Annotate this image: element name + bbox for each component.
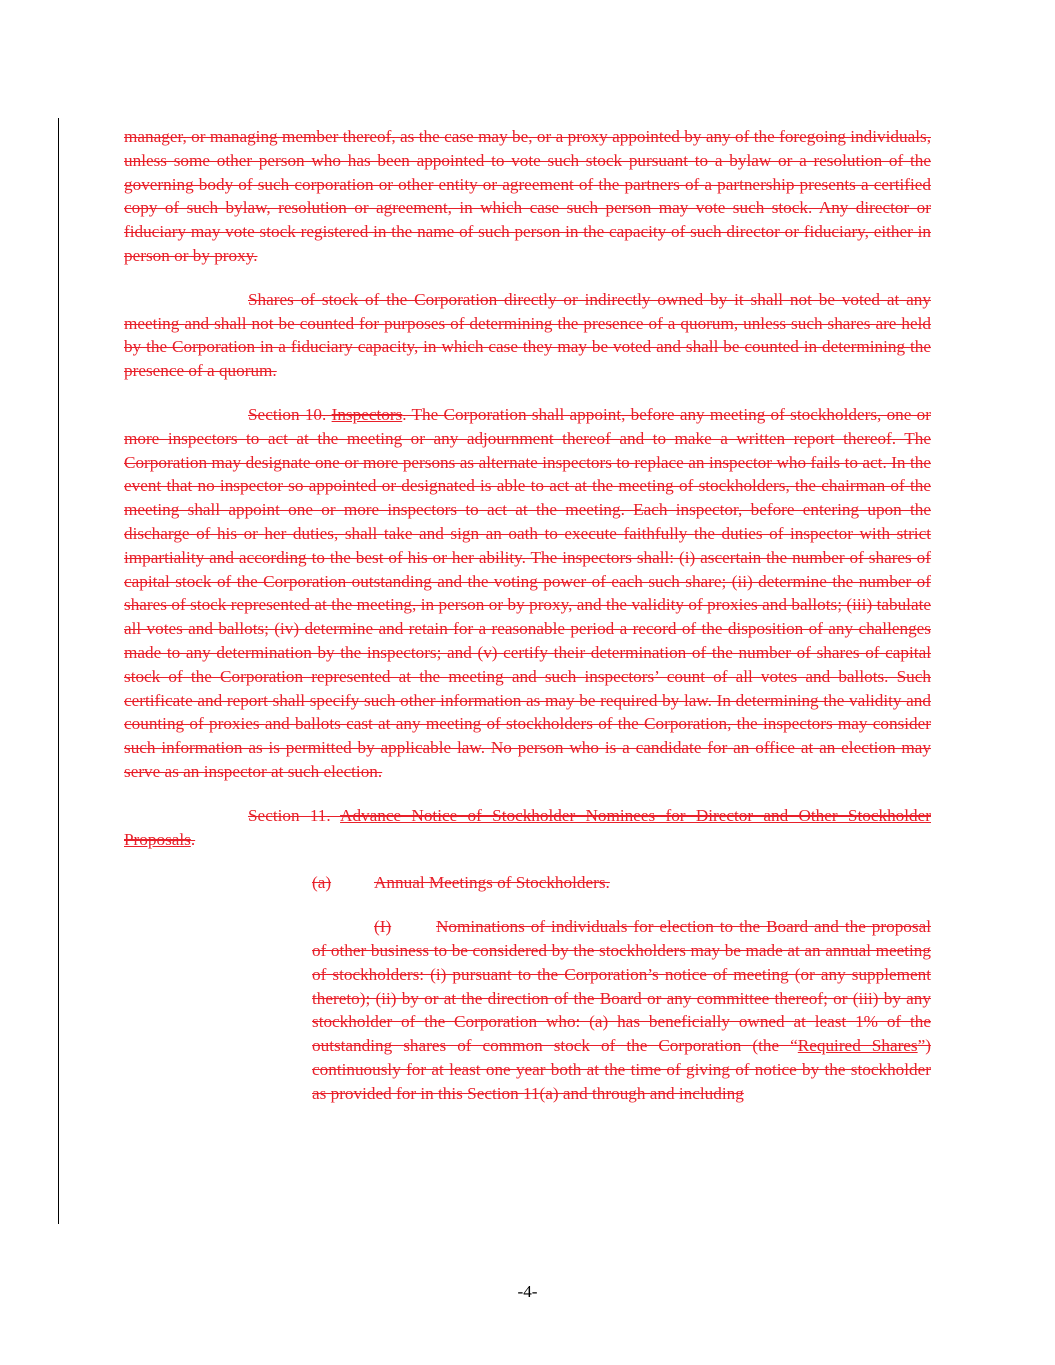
- subsection-a-title: Annual Meetings of Stockholders.: [374, 873, 610, 893]
- defined-term-required-shares: Required Shares: [797, 1036, 918, 1056]
- section-11-title: Advance Notice of Stockholder Nominees for Director and Other Stockholder Proposals: [124, 805, 931, 849]
- section-11-heading: [124, 804, 931, 852]
- subsection-i: [312, 915, 931, 1105]
- paragraph-proxy-voting: manager, or managing member thereof, as the case may be, or a proxy appointed by any of the foregoing individuals, unless some other person who has been appointed to vote such stock pursuant to a bylaw or a resolution of the governing body of such corporation or other entity or agreement of the partners of a partnership presents a certified copy of such bylaw, resolution or agreement, in which case such person may vote such stock. Any director or fiduciary may vote stock registered in the name of such person in the capacity of such director or fiduciary, either in person or by proxy.: [124, 127, 931, 265]
- page-number: -4-: [517, 1282, 538, 1301]
- section-10-prefix: Section 10.: [248, 404, 332, 424]
- section-10-body: . The Corporation shall appoint, before any meeting of stockholders, one or more inspectors to act at the meeting or any adjournment thereof and to make a written report thereof. The Corporation may designate one or more persons as alternate inspectors to replace an inspector who fails to act. In the event that no inspector so appointed or designated is able to act at the meeting of stockholders, the chairman of the meeting shall appoint one or more inspectors to act at the meeting. Each inspector, before entering upon the discharge of his or her duties, shall take and sign an oath to execute faithfully the duties of inspector with strict impartiality and according to the best of his or her ability. The inspectors shall: (i) ascertain the number of shares of capital stock of the Corporation outstanding and the voting power of each such share; (ii) determine the number of shares of stock represented at the meeting, in person or by proxy, and the validity of proxies and ballots; (iii) tabulate all votes and ballots; (iv) determine and retain for a reasonable period a record of the disposition of any challenges made to any determination by the inspectors; and (v) certify their determination of the number of shares of capital stock of the Corporation represented at the meeting and such inspectors’ count of all votes and ballots. Such certificate and report shall specify such other information as may be required by law. In determining the validity and counting of proxies and ballots cast at any meeting of stockholders of the Corporation, the inspectors may consider such information as is permitted by applicable law. No person who is a candidate for an office at an election may serve as an inspector at such election.: [124, 404, 931, 781]
- subsection-a-label: (a): [312, 873, 332, 893]
- section-11-prefix: Section 11.: [248, 805, 341, 825]
- section-10-heading: Inspectors: [331, 404, 403, 424]
- change-bar: [58, 118, 59, 1224]
- document-body: [124, 125, 931, 1105]
- subsection-i-text-after: ”) continuously for at least one year both at the time of giving of notice by the stockholder as provided for in this Section 11(a) and through and including: [312, 1036, 931, 1103]
- subsection-a: [312, 871, 931, 895]
- section-10-inspectors: [124, 403, 931, 784]
- section-11-suffix: .: [190, 829, 196, 849]
- subsection-i-text-before: Nominations of individuals for election to the Board and the proposal of other business to be considered by the stockholders may be made at an annual meeting of stockholders: (i) pursuant to the Corporation’s notice of meeting (or any supplement thereto); (ii) by or at the direction of the Board or any committee thereof; or (iii) by any stockholder of the Corporation who: (a) has beneficially owned at least 1% of the outstanding shares of common stock of the Corporation (the “: [312, 917, 931, 1056]
- paragraph-treasury-shares: Shares of stock of the Corporation directly or indirectly owned by it shall not be voted at any meeting and shall not be counted for purposes of determining the presence of a quorum, unless such shares are held by the Corporation in a fiduciary capacity, in which case they may be voted and shall be counted in determining the presence of a quorum.: [124, 289, 931, 381]
- subsection-i-label: (I): [374, 917, 392, 937]
